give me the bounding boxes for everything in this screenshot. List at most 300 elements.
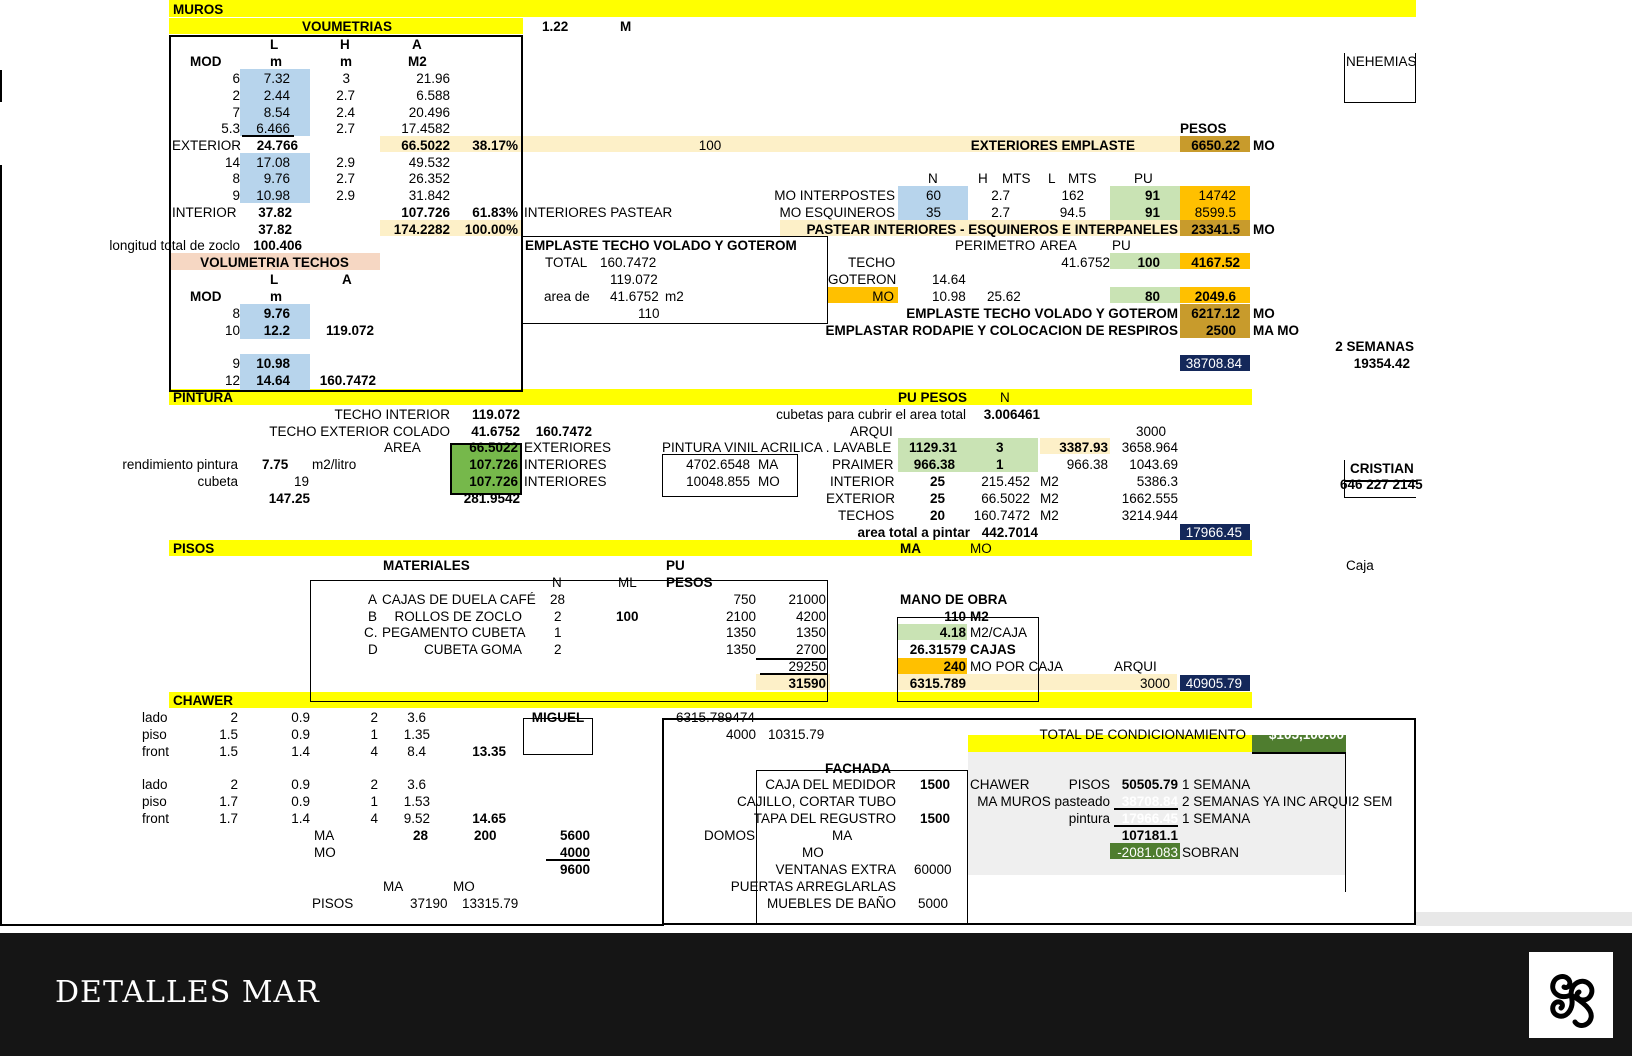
triskelion-icon: [1529, 952, 1613, 1038]
sheet-cell: EXTERIOR: [826, 491, 896, 506]
sheet-cell: 3.6: [407, 777, 426, 792]
sheet-cell: CHAWER: [173, 693, 233, 708]
sheet-cell: CAJAS: [970, 642, 1016, 657]
sheet-cell: PESOS: [1180, 121, 1227, 136]
sheet-cell: 119.072: [610, 272, 658, 287]
sheet-cell: CAJILLO, CORTAR TUBO: [736, 794, 896, 809]
sheet-cell: piso: [142, 727, 167, 742]
sheet-cell: M2: [1040, 508, 1059, 523]
sheet-cell: PINTURA: [173, 390, 233, 405]
sheet-cell: 13315.79: [462, 896, 519, 911]
sheet-cell: 1.7: [219, 794, 238, 809]
sheet-cell: 5386.3: [1136, 474, 1178, 489]
sheet-cell: 25: [930, 491, 946, 506]
sheet-cell: MO: [970, 541, 992, 556]
sheet-cell: 2: [230, 710, 238, 725]
sheet-cell: 2.7: [991, 188, 1010, 203]
sheet-cell: $105,100.00: [1268, 727, 1344, 742]
sheet-cell: 100.00%: [464, 222, 518, 237]
sheet-cell: MO: [1253, 138, 1275, 153]
sheet-cell: 160.7472: [535, 424, 592, 439]
sheet-cell: 41.6752: [1061, 255, 1110, 270]
sheet-cell: GOTERON: [828, 272, 897, 287]
sheet-cell: 281.9542: [463, 491, 520, 506]
sheet-cell: EMPLASTE TECHO VOLADO Y GOTEROM: [525, 238, 797, 253]
sheet-cell: 2 SEMANAS YA INC ARQUI2 SEM: [1182, 794, 1393, 809]
sheet-cell: front: [142, 811, 170, 826]
left-border: [0, 165, 2, 925]
sheet-cell: 7: [232, 105, 240, 120]
sheet-cell: N: [1000, 390, 1010, 405]
sheet-cell: CRISTIAN: [1350, 461, 1414, 476]
sheet-cell: 7.32: [263, 71, 290, 86]
sheet-cell: MA: [314, 828, 335, 843]
sheet-cell: 3658.964: [1121, 440, 1178, 455]
sheet-cell: MANO DE OBRA: [900, 592, 1008, 607]
sheet-cell: 1.35: [403, 727, 430, 742]
sheet-cell: 4.18: [939, 625, 966, 640]
sheet-cell: 28: [550, 592, 566, 607]
sheet-cell: 160.7472: [600, 255, 657, 270]
sheet-cell: 40905.79: [1185, 676, 1242, 691]
sheet-cell: PISOS: [312, 896, 354, 911]
sheet-cell: 9600: [559, 862, 590, 877]
sheet-cell: 107.726: [469, 457, 518, 472]
sheet-cell: 100: [616, 609, 639, 624]
sheet-cell: 2: [370, 777, 378, 792]
sheet-cell: 61.83%: [472, 205, 518, 220]
sheet-cell: 1.22: [542, 19, 569, 34]
sheet-cell: 100.406: [253, 238, 302, 253]
sheet-cell: MUEBLES DE BAÑO: [766, 896, 896, 911]
sheet-cell: SOBRAN: [1182, 845, 1240, 860]
sheet-cell: pintura: [1068, 811, 1110, 826]
sheet-cell: 1 SEMANA: [1182, 777, 1251, 792]
sheet-cell: 6315.789: [909, 676, 966, 691]
sheet-cell: 1350: [725, 625, 756, 640]
sheet-cell: 6217.12: [1191, 306, 1240, 321]
sheet-cell: M2: [408, 54, 427, 69]
sheet-cell: N: [552, 575, 562, 590]
sheet-cell: INTERIOR: [172, 205, 237, 220]
sheet-cell: PUERTAS ARREGLARLAS: [730, 879, 896, 894]
sheet-cell: MUROS: [173, 2, 224, 17]
sheet-cell: FACHADA: [825, 761, 891, 776]
sheet-cell: CAJAS DE DUELA CAFÉ: [382, 592, 536, 607]
sheet-cell: 37.82: [258, 222, 292, 237]
sheet-cell: 8.54: [263, 105, 290, 120]
sheet-cell: M2: [1040, 491, 1059, 506]
sheet-cell: -2081.083: [1117, 845, 1178, 860]
sheet-cell: 29250: [788, 659, 826, 674]
sheet-cell: 107181.1: [1121, 828, 1178, 843]
sheet-cell: 6.588: [416, 88, 450, 103]
sheet-cell: 174.2282: [393, 222, 450, 237]
sheet-cell: 41.6752: [610, 289, 659, 304]
sheet-cell: cubetas para cubrir el area total: [776, 407, 966, 422]
sheet-cell: MTS: [1002, 171, 1031, 186]
sheet-cell: 21.96: [416, 71, 450, 86]
sheet-cell: 3.6: [407, 710, 426, 725]
sheet-cell: 3387.93: [1059, 440, 1108, 455]
sheet-cell: 8: [232, 306, 240, 321]
sheet-cell: L: [270, 37, 279, 52]
sheet-cell: 1.5: [219, 744, 238, 759]
sheet-cell: 100: [698, 138, 722, 153]
sheet-cell: m: [270, 289, 283, 304]
sheet-cell: 17966.45: [1121, 811, 1178, 826]
sheet-cell: 10315.79: [768, 727, 825, 742]
sheet-cell: AREA: [384, 440, 421, 455]
sheet-cell: 2: [232, 88, 240, 103]
sheet-cell: 2.4: [336, 105, 355, 120]
sheet-cell: 19354.42: [1353, 356, 1410, 371]
sheet-cell: lado: [142, 710, 168, 725]
sheet-cell: 60000: [914, 862, 952, 877]
sheet-cell: 1: [554, 625, 562, 640]
sheet-cell: MATERIALES: [383, 558, 470, 573]
sheet-cell: 25.62: [987, 289, 1021, 304]
sheet-cell: ML: [618, 575, 637, 590]
sheet-cell: 2: [230, 777, 238, 792]
sheet-cell: MO INTERPOSTES: [774, 188, 895, 203]
sheet-cell: 1 SEMANA: [1182, 811, 1251, 826]
sheet-cell: 6315.789474: [676, 710, 755, 725]
sheet-cell: 1500: [919, 811, 950, 826]
sheet-cell: 13.35: [472, 744, 506, 759]
sheet-cell: 25: [930, 474, 946, 489]
sheet-cell: EMPLASTE TECHO VOLADO Y GOTEROM: [906, 306, 1178, 321]
sheet-cell: MO: [1253, 306, 1275, 321]
sheet-cell: TAPA DEL REGUSTRO: [753, 811, 896, 826]
sheet-cell: PISOS: [173, 541, 215, 556]
sheet-cell: 2: [554, 609, 562, 624]
sheet-cell: 2.9: [336, 155, 355, 170]
left-marker: [0, 70, 2, 102]
sheet-cell: 1043.69: [1129, 457, 1178, 472]
sheet-cell: MIGUEL: [531, 710, 585, 725]
sheet-cell: M: [620, 19, 632, 34]
sheet-cell: M2: [970, 609, 989, 624]
sheet-cell: MA: [900, 541, 921, 556]
sheet-cell: MO: [314, 845, 336, 860]
sheet-cell: 3: [342, 71, 350, 86]
sheet-cell: 35: [925, 205, 941, 220]
sheet-cell: MOD: [190, 54, 222, 69]
sheet-cell: 7.75: [262, 457, 289, 472]
sheet-cell: 110: [638, 306, 660, 321]
sheet-cell: ROLLOS DE ZOCLO: [394, 609, 522, 624]
sheet-cell: EXTERIORES: [524, 440, 612, 455]
sheet-cell: 147.25: [268, 491, 310, 506]
sheet-cell: 162: [1061, 188, 1084, 203]
sheet-cell: 0.9: [291, 727, 310, 742]
sheet-cell: 119.072: [325, 323, 374, 338]
sheet-cell: 9: [232, 356, 240, 371]
sheet-cell: 31.842: [408, 188, 450, 203]
sheet-cell: 3.006461: [983, 407, 1040, 422]
sheet-cell: PASTEAR INTERIORES - ESQUINEROS E INTERPANELES: [806, 222, 1178, 237]
sheet-cell: PRAIMER: [832, 457, 894, 472]
sheet-cell: 66.5022: [401, 138, 450, 153]
sheet-cell: 3000: [1139, 676, 1170, 691]
sheet-cell: TECHO INTERIOR: [334, 407, 450, 422]
sheet-cell: ARQUI: [1114, 659, 1157, 674]
sheet-cell: 200: [474, 828, 497, 843]
sheet-cell: 49.532: [408, 155, 450, 170]
sheet-cell: 26.31579: [909, 642, 966, 657]
sheet-cell: 12: [224, 373, 240, 388]
sheet-cell: DOMOS: [704, 828, 756, 843]
sheet-cell: 1: [370, 727, 378, 742]
sheet-cell: 2.7: [336, 88, 355, 103]
sheet-cell: 240: [943, 659, 966, 674]
sheet-cell: 37.82: [258, 205, 292, 220]
sheet-cell: 2 SEMANAS: [1335, 339, 1414, 354]
sheet-cell: 2: [554, 642, 562, 657]
sheet-cell: 31590: [788, 676, 826, 691]
sheet-cell: 2500: [1205, 323, 1236, 338]
sheet-cell: B: [368, 609, 378, 624]
sheet-cell: PU: [666, 558, 685, 573]
right-gray-area: [1416, 912, 1632, 926]
sheet-cell: 10.98: [932, 289, 966, 304]
sheet-cell: 2.9: [336, 188, 355, 203]
sheet-cell: 4167.52: [1191, 255, 1240, 270]
sheet-cell: 38708.84: [1185, 356, 1242, 371]
sheet-cell: 4000: [559, 845, 590, 860]
sheet-cell: m2/litro: [312, 457, 357, 472]
sheet-cell: 646 227 2145: [1340, 477, 1423, 492]
sheet-cell: PU PESOS: [898, 390, 968, 405]
sheet-cell: L: [1048, 171, 1056, 186]
sheet-cell: MOD: [190, 289, 222, 304]
pisos-band: [169, 540, 1252, 556]
sheet-cell: MO: [1253, 222, 1275, 237]
sheet-cell: 5600: [559, 828, 590, 843]
sheet-cell: 1500: [919, 777, 950, 792]
sheet-cell: 66.5022: [981, 491, 1030, 506]
sheet-cell: 3000: [1135, 424, 1167, 439]
sheet-cell: 19: [294, 474, 310, 489]
sheet-cell: 1350: [795, 625, 826, 640]
sheet-cell: INTERIORES: [524, 474, 607, 489]
sheet-cell: EXTERIOR: [172, 138, 242, 153]
sheet-cell: EXTERIORES EMPLASTE: [970, 138, 1135, 153]
sheet-cell: front: [142, 744, 170, 759]
sheet-cell: 9.52: [403, 811, 430, 826]
sheet-cell: MA MO: [1253, 323, 1299, 338]
sheet-cell: 5000: [918, 896, 949, 911]
sheet-cell: CAJA DEL MEDIDOR: [765, 777, 896, 792]
condicionamiento-top: [1252, 752, 1346, 754]
sheet-cell: 91: [1144, 205, 1160, 220]
sheet-cell: 14: [224, 155, 240, 170]
sheet-cell: 6.466: [256, 121, 290, 136]
sheet-cell: 60: [925, 188, 941, 203]
sheet-cell: MO: [453, 879, 475, 894]
sheet-cell: A: [342, 272, 352, 287]
sheet-cell: VOLUMETRIA TECHOS: [200, 255, 349, 270]
sheet-cell: 2.7: [336, 171, 355, 186]
sheet-cell: M2: [1040, 474, 1059, 489]
sheet-cell: CHAWER: [970, 777, 1030, 792]
sheet-cell: AREA: [1040, 238, 1077, 253]
sheet-cell: ARQUI: [850, 424, 893, 439]
sheet-cell: 966.38: [1066, 457, 1108, 472]
sheet-cell: 9.76: [263, 306, 290, 321]
sheet-cell: 80: [1144, 289, 1160, 304]
sheet-cell: TOTAL DE CONDICIONAMIENTO: [1039, 727, 1246, 742]
sheet-cell: 4200: [795, 609, 826, 624]
sheet-cell: 6650.22: [1191, 138, 1240, 153]
sheet-cell: 94.5: [1059, 205, 1086, 220]
sheet-cell: 442.7014: [981, 525, 1038, 540]
sheet-cell: 100: [1137, 255, 1160, 270]
sheet-cell: 26.352: [408, 171, 450, 186]
sheet-cell: cubeta: [197, 474, 238, 489]
sheet-cell: 1.4: [291, 811, 310, 826]
sheet-cell: TECHO EXTERIOR COLADO: [269, 424, 450, 439]
sheet-cell: H: [978, 171, 988, 186]
sheet-cell: 20: [930, 508, 946, 523]
sheet-cell: 24.766: [256, 138, 298, 153]
band-top-right: [523, 0, 1416, 17]
sheet-cell: PU: [1112, 238, 1131, 253]
sheet-cell: MO POR CAJA: [970, 659, 1064, 674]
sheet-cell: 8: [232, 171, 240, 186]
sheet-cell: 91: [1144, 188, 1160, 203]
sheet-cell: 4: [370, 744, 378, 759]
sheet-cell: MA MUROS pasteado: [977, 794, 1110, 809]
sheet-cell: MO: [872, 289, 894, 304]
sheet-cell: 28: [412, 828, 428, 843]
sheet-cell: 160.7472: [973, 508, 1030, 523]
sheet-bottom: [0, 924, 664, 926]
sheet-cell: m: [340, 54, 353, 69]
sheet-cell: MA: [383, 879, 404, 894]
sheet-cell: TECHOS: [838, 508, 895, 523]
sheet-cell: C.: [364, 625, 378, 640]
sheet-cell: PISOS: [1068, 777, 1110, 792]
sheet-cell: 2.7: [336, 121, 355, 136]
sheet-cell: VOUMETRIAS: [302, 19, 393, 34]
sheet-cell: 966.38: [913, 457, 955, 472]
sheet-cell: 1.7: [219, 811, 238, 826]
sheet-cell: H: [340, 37, 350, 52]
sheet-cell: 10.98: [256, 356, 290, 371]
sheet-cell: 8599.5: [1194, 205, 1236, 220]
sheet-cell: 0.9: [291, 794, 310, 809]
sheet-cell: 1662.555: [1121, 491, 1178, 506]
sheet-cell: 0.9: [291, 710, 310, 725]
sheet-cell: NEHEMIAS: [1346, 54, 1417, 69]
sheet-cell: INTERIORES PASTEAR: [524, 205, 673, 220]
sheet-cell: 14.64: [256, 373, 290, 388]
sheet-cell: 2700: [795, 642, 826, 657]
presentation-title: DETALLES MAR: [55, 975, 320, 1010]
sheet-cell: 37190: [410, 896, 448, 911]
sheet-cell: 50505.79: [1121, 777, 1178, 792]
sheet-cell: 750: [733, 592, 756, 607]
sheet-cell: area total a pintar: [857, 525, 970, 540]
sheet-cell: 1: [370, 794, 378, 809]
sheet-cell: 38.17%: [472, 138, 518, 153]
sheet-cell: 4: [370, 811, 378, 826]
sheet-cell: Caja: [1346, 558, 1374, 573]
sheet-cell: piso: [142, 794, 167, 809]
sheet-cell: 107.726: [401, 205, 450, 220]
sheet-cell: 9: [232, 188, 240, 203]
sheet-cell: 1129.31: [908, 440, 957, 455]
sheet-cell: 17966.45: [1185, 525, 1242, 540]
sheet-cell: 10: [224, 323, 240, 338]
sheet-cell: MO: [758, 474, 780, 489]
sheet-cell: 5.3: [221, 121, 240, 136]
sheet-cell: L: [270, 272, 279, 287]
sheet-cell: A: [412, 37, 422, 52]
sheet-cell: MO: [802, 845, 824, 860]
sheet-cell: 41.6752: [471, 424, 520, 439]
sheet-cell: M2/CAJA: [970, 625, 1028, 640]
sheet-cell: 1.53: [403, 794, 430, 809]
sheet-cell: 10.98: [256, 188, 290, 203]
sheet-cell: 4702.6548: [686, 457, 750, 472]
sheet-cell: 1: [996, 457, 1004, 472]
sheet-cell: MO ESQUINEROS: [779, 205, 895, 220]
sheet-cell: 14742: [1198, 188, 1236, 203]
sheet-cell: 0.9: [291, 777, 310, 792]
sheet-cell: MA: [832, 828, 853, 843]
sheet-cell: 160.7472: [319, 373, 376, 388]
sheet-cell: 2100: [725, 609, 756, 624]
sheet-cell: CUBETA GOMA: [423, 642, 522, 657]
sheet-cell: 10048.855: [686, 474, 750, 489]
sheet-cell: 17.4582: [401, 121, 450, 136]
sheet-cell: 21000: [788, 592, 826, 607]
sheet-cell: PINTURA VINIL ACRILICA . LAVABLE: [662, 440, 892, 455]
sheet-cell: longitud total de zoclo: [109, 238, 240, 253]
sheet-cell: 20.496: [408, 105, 450, 120]
sheet-cell: 110: [944, 609, 966, 624]
sheet-cell: 107.726: [469, 474, 518, 489]
sheet-cell: area de: [544, 289, 590, 304]
sheet-cell: N: [928, 171, 938, 186]
sheet-cell: 215.452: [981, 474, 1030, 489]
sheet-cell: lado: [142, 777, 168, 792]
sheet-cell: 2: [370, 710, 378, 725]
sheet-cell: 2.44: [263, 88, 290, 103]
sheet-cell: INTERIORES: [524, 457, 607, 472]
sheet-cell: 2.7: [991, 205, 1010, 220]
sheet-cell: 1.5: [219, 727, 238, 742]
sheet-cell: 17.08: [256, 155, 290, 170]
sheet-cell: 3214.944: [1121, 508, 1178, 523]
sheet-cell: 4000: [725, 727, 756, 742]
sheet-cell: 66.5022: [469, 440, 518, 455]
sheet-cell: TECHO: [848, 255, 896, 270]
sheet-cell: 1.4: [291, 744, 310, 759]
sheet-cell: VENTANAS EXTRA: [775, 862, 896, 877]
sheet-cell: 8.4: [407, 744, 426, 759]
sheet-cell: 38708.84: [1121, 794, 1178, 809]
sheet-cell: INTERIOR: [830, 474, 895, 489]
sheet-cell: m: [270, 54, 283, 69]
sheet-cell: 119.072: [471, 407, 520, 422]
sheet-cell: D: [368, 642, 378, 657]
sheet-cell: 12.2: [263, 323, 290, 338]
sheet-cell: PERIMETRO: [955, 238, 1036, 253]
